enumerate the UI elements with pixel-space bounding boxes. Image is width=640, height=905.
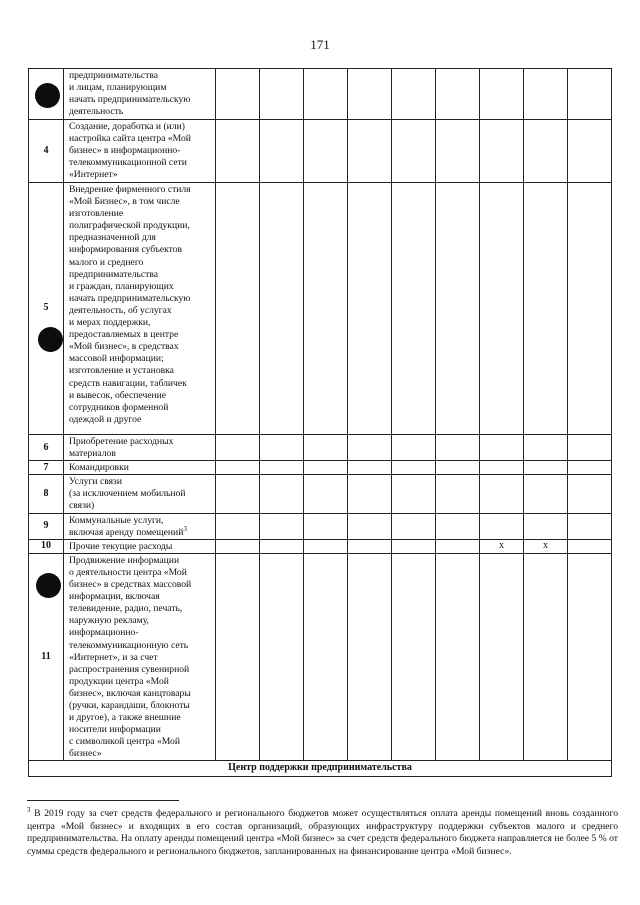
row-description-text: Прочие текущие расходы xyxy=(69,540,173,552)
value-cell xyxy=(392,553,436,761)
value-cell xyxy=(348,120,392,183)
value-cell xyxy=(480,435,524,461)
value-cell xyxy=(480,461,524,475)
page-number: 171 xyxy=(310,37,330,52)
value-cell: x xyxy=(524,539,568,553)
value-cell xyxy=(260,553,304,761)
punch-hole-3 xyxy=(36,573,61,598)
value-cell xyxy=(216,513,260,539)
value-cell xyxy=(392,513,436,539)
value-cell xyxy=(392,183,436,435)
value-cell xyxy=(436,539,480,553)
value-cell xyxy=(216,461,260,475)
value-cell xyxy=(568,553,612,761)
value-cell xyxy=(348,553,392,761)
row-description xyxy=(64,553,216,761)
expense-table-body xyxy=(29,69,612,777)
value-cell: x xyxy=(480,539,524,553)
value-cell xyxy=(480,475,524,513)
value-cell xyxy=(348,435,392,461)
row-description xyxy=(64,69,216,120)
row-number: 5 xyxy=(29,183,64,435)
value-cell xyxy=(436,183,480,435)
value-cell xyxy=(392,120,436,183)
value-cell xyxy=(304,539,348,553)
value-cell xyxy=(348,183,392,435)
value-cell xyxy=(260,435,304,461)
expense-table xyxy=(28,68,612,777)
value-cell xyxy=(304,69,348,120)
value-cell xyxy=(524,120,568,183)
value-cell xyxy=(568,539,612,553)
row-number: 9 xyxy=(29,513,64,539)
row-description-text: Командировки xyxy=(69,462,129,474)
value-cell xyxy=(524,435,568,461)
row-number: 7 xyxy=(29,461,64,475)
value-cell xyxy=(436,461,480,475)
row-description-text: предпринимательства и лицам, планирующим начать предпринимательскую деятельность xyxy=(69,70,191,118)
value-cell xyxy=(436,475,480,513)
value-cell xyxy=(568,513,612,539)
row-description-text: Услуги связи (за исключением мобильной связи) xyxy=(69,476,186,512)
footnote-marker: 3 xyxy=(27,805,31,814)
value-cell xyxy=(304,475,348,513)
value-cell xyxy=(304,435,348,461)
value-cell xyxy=(392,475,436,513)
row-description-text: Приобретение расходных материалов xyxy=(69,436,174,460)
value-cell xyxy=(304,183,348,435)
value-cell xyxy=(392,69,436,120)
value-cell xyxy=(348,539,392,553)
value-cell xyxy=(568,475,612,513)
value-cell xyxy=(524,513,568,539)
value-cell xyxy=(260,475,304,513)
row-number: 4 xyxy=(29,120,64,183)
table-row xyxy=(29,435,612,461)
punch-hole-2 xyxy=(38,327,63,352)
table-row xyxy=(29,539,612,553)
value-cell xyxy=(216,553,260,761)
value-cell xyxy=(436,553,480,761)
value-cell xyxy=(304,513,348,539)
row-description xyxy=(64,539,216,553)
row-number: 8 xyxy=(29,475,64,513)
row-description-text: Внедрение фирменного стиля «Мой Бизнес», в том числе изготовление полиграфической продукции, предназначенной для информирования субъектов малого и среднего предпринимательства и граждан, планирующих начать предпринимательскую деятельность, об услугах и мерах поддержки, предоставляемых в центре «Мой бизнес», в средствах массовой информации; изготовление и установка средств навигации, табличек и вывесок, обеспечение сотрудников форменной одеждой и другое xyxy=(69,184,191,425)
value-cell xyxy=(304,461,348,475)
value-cell xyxy=(260,120,304,183)
table-row xyxy=(29,461,612,475)
value-cell xyxy=(392,539,436,553)
value-cell xyxy=(348,475,392,513)
table-row xyxy=(29,475,612,513)
value-cell xyxy=(304,120,348,183)
row-number: 10 xyxy=(29,539,64,553)
value-cell xyxy=(348,461,392,475)
value-cell xyxy=(436,120,480,183)
table-row xyxy=(29,120,612,183)
value-cell xyxy=(568,183,612,435)
value-cell xyxy=(216,539,260,553)
row-description-text: Создание, доработка и (или) настройка сайта центра «Мой бизнес» в информационно- телекоммуникационной сети «Интернет» xyxy=(69,121,191,181)
value-cell xyxy=(568,461,612,475)
row-description-text: Продвижение информации о деятельности центра «Мой бизнес» в средствах массовой информации, включая телевидение, радио, печать, наружную рекламу, информационно- телекоммуникационную сеть «Интернет», и за счет распространения сувенирной продукции центра «Мой бизнес», включая канцтовары (ручки, карандаши, блокноты и другое), а также внешние носители информации с символикой центра «Мой бизнес» xyxy=(69,554,192,760)
row-description xyxy=(64,475,216,513)
row-description xyxy=(64,435,216,461)
value-cell xyxy=(480,120,524,183)
value-cell xyxy=(260,183,304,435)
table-row xyxy=(29,69,612,120)
section-header-row xyxy=(29,761,612,776)
row-number: 11 xyxy=(29,553,64,761)
value-cell xyxy=(392,461,436,475)
value-cell xyxy=(260,69,304,120)
value-cell xyxy=(436,513,480,539)
table-row xyxy=(29,513,612,539)
section-title: Центр поддержки предпринимательства xyxy=(29,761,612,776)
footnote-rule xyxy=(27,800,179,801)
value-cell xyxy=(524,461,568,475)
punch-hole-1 xyxy=(35,83,60,108)
footnote-reference: 3 xyxy=(183,524,187,533)
value-cell xyxy=(524,553,568,761)
value-cell xyxy=(216,435,260,461)
value-cell xyxy=(304,553,348,761)
value-cell xyxy=(480,513,524,539)
value-cell xyxy=(436,435,480,461)
value-cell xyxy=(216,69,260,120)
table-row xyxy=(29,183,612,435)
value-cell xyxy=(216,475,260,513)
value-cell xyxy=(392,435,436,461)
value-cell xyxy=(348,513,392,539)
value-cell xyxy=(480,69,524,120)
value-cell xyxy=(216,120,260,183)
value-cell xyxy=(524,475,568,513)
value-cell xyxy=(260,539,304,553)
value-cell xyxy=(436,69,480,120)
footnote xyxy=(27,805,618,858)
value-cell xyxy=(260,513,304,539)
value-cell xyxy=(524,69,568,120)
row-description xyxy=(64,120,216,183)
value-cell xyxy=(260,461,304,475)
footnote-text: В 2019 году за счет средств федерального и регионального бюджетов может осуществляться оплата аренды помещений вновь созданного центра «Мой бизнес» и входящих в его состав организаций, образующих инфраструктуру поддержки субъектов малого и среднего предпринимательства. На оплату аренды помещений центра «Мой бизнес» за счет средств федерального бюджета направляется не более 5 % от суммы средств федерального и регионального бюджетов, запланированных на финансирование центра «Мой бизнес». xyxy=(27,808,618,857)
value-cell xyxy=(480,553,524,761)
value-cell xyxy=(348,69,392,120)
value-cell xyxy=(524,183,568,435)
value-cell xyxy=(480,183,524,435)
table-row xyxy=(29,553,612,761)
value-cell xyxy=(568,435,612,461)
value-cell xyxy=(568,120,612,183)
value-cell xyxy=(216,183,260,435)
row-description xyxy=(64,513,216,539)
row-description xyxy=(64,461,216,475)
row-description xyxy=(64,183,216,435)
row-description-text: Коммунальные услуги, включая аренду помещений xyxy=(69,514,184,538)
value-cell xyxy=(568,69,612,120)
row-number: 6 xyxy=(29,435,64,461)
